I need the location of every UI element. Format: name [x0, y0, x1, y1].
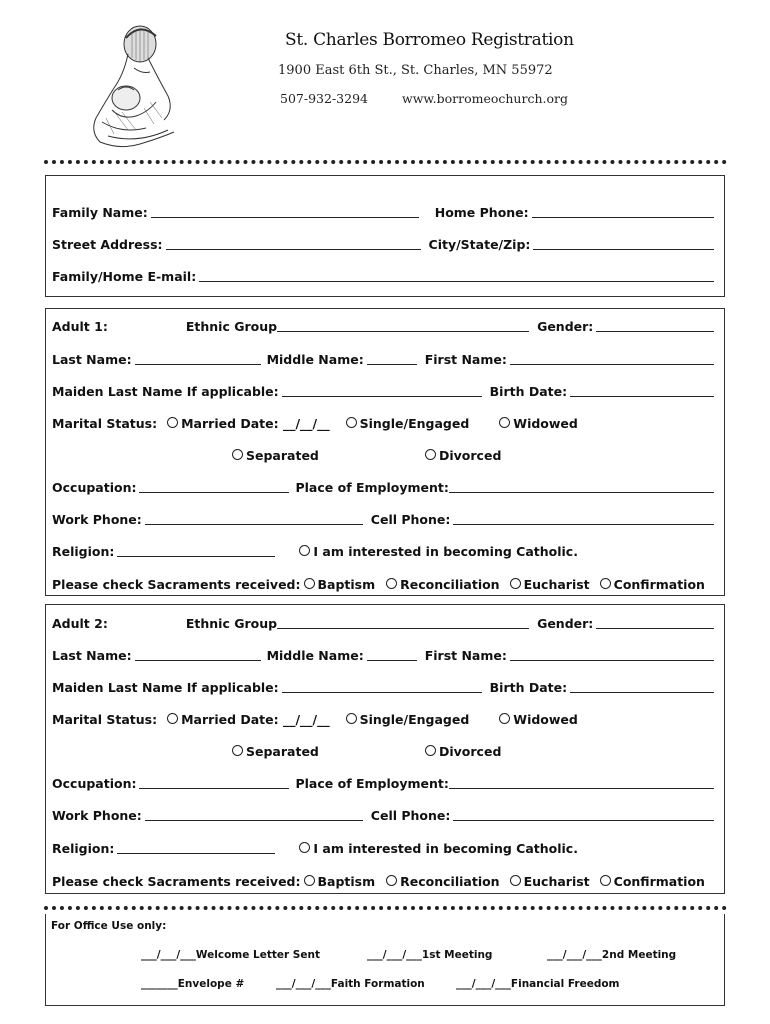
confirmation-checkbox[interactable]: [600, 875, 611, 886]
saint-with-child-engraving-icon: [88, 18, 180, 150]
city-state-zip-label: City/State/Zip:: [428, 237, 531, 252]
occupation-field[interactable]: [139, 480, 289, 493]
family-name-field[interactable]: [151, 205, 419, 218]
baptism-checkbox[interactable]: [304, 875, 315, 886]
family-name-label: Family Name:: [52, 205, 148, 220]
first-name-label: First Name:: [424, 648, 507, 663]
marital-status-label: Marital Status:: [52, 416, 158, 431]
baptism-label: Baptism: [317, 577, 376, 592]
family-section: [45, 175, 725, 297]
baptism-checkbox[interactable]: [304, 578, 315, 589]
dotted-divider: [44, 160, 727, 164]
reconciliation-label: Reconciliation: [400, 874, 500, 889]
divorced-radio[interactable]: [425, 449, 436, 460]
reconciliation-checkbox[interactable]: [386, 875, 397, 886]
religion-field[interactable]: [117, 544, 275, 557]
widowed-label: Widowed: [513, 416, 578, 431]
second-meeting-field[interactable]: ___/___/___2nd Meeting: [547, 949, 677, 961]
ethnic-group-label: Ethnic Group: [185, 319, 278, 334]
confirmation-label: Confirmation: [613, 874, 705, 889]
separated-label: Separated: [246, 448, 319, 463]
adult-heading: Adult 1:: [52, 319, 108, 334]
ethnic-group-label: Ethnic Group: [185, 616, 278, 631]
adult-1-section: [45, 308, 725, 596]
faith-formation-field[interactable]: ___/___/___Faith Formation: [276, 978, 425, 990]
confirmation-checkbox[interactable]: [600, 578, 611, 589]
separated-label: Separated: [246, 744, 319, 759]
email-field[interactable]: [199, 269, 714, 282]
last-name-label: Last Name:: [52, 352, 132, 367]
work-phone-label: Work Phone:: [52, 512, 142, 527]
reconciliation-checkbox[interactable]: [386, 578, 397, 589]
work-phone-label: Work Phone:: [52, 808, 142, 823]
interested-catholic-label: I am interested in becoming Catholic.: [313, 544, 578, 559]
eucharist-checkbox[interactable]: [510, 578, 521, 589]
home-phone-label: Home Phone:: [434, 205, 529, 220]
religion-field[interactable]: [117, 841, 275, 854]
gender-label: Gender:: [537, 319, 594, 334]
occupation-label: Occupation:: [52, 480, 137, 495]
divorced-label: Divorced: [439, 744, 502, 759]
eucharist-label: Eucharist: [523, 874, 590, 889]
widowed-label: Widowed: [513, 712, 578, 727]
sacraments-label: Please check Sacraments received:: [52, 577, 301, 592]
married-date-label: Married Date: __/__/__: [181, 416, 330, 431]
birth-date-field[interactable]: [570, 680, 714, 693]
married-radio[interactable]: [167, 417, 178, 428]
maiden-name-field[interactable]: [282, 384, 482, 397]
home-phone-field[interactable]: [532, 205, 714, 218]
ethnic-group-field[interactable]: [277, 616, 529, 629]
maiden-name-label: Maiden Last Name If applicable:: [52, 680, 279, 695]
street-address-field[interactable]: [166, 237, 421, 250]
place-of-employment-label: Place of Employment:: [295, 480, 449, 495]
separated-radio[interactable]: [232, 449, 243, 460]
adult-2-section: [45, 604, 725, 894]
middle-name-field[interactable]: [367, 648, 417, 661]
divorced-label: Divorced: [439, 448, 502, 463]
widowed-radio[interactable]: [499, 417, 510, 428]
sacraments-label: Please check Sacraments received:: [52, 874, 301, 889]
divorced-radio[interactable]: [425, 745, 436, 756]
single-engaged-label: Single/Engaged: [359, 712, 470, 727]
middle-name-label: Middle Name:: [266, 648, 364, 663]
occupation-label: Occupation:: [52, 776, 137, 791]
first-name-label: First Name:: [424, 352, 507, 367]
middle-name-label: Middle Name:: [266, 352, 364, 367]
ethnic-group-field[interactable]: [277, 319, 529, 332]
place-of-employment-label: Place of Employment:: [295, 776, 449, 791]
single-engaged-label: Single/Engaged: [359, 416, 470, 431]
occupation-field[interactable]: [139, 776, 289, 789]
church-address: 1900 East 6th St., St. Charles, MN 55972: [278, 63, 553, 78]
cell-phone-label: Cell Phone:: [370, 808, 451, 823]
dotted-divider: [44, 906, 727, 910]
church-phone: 507-932-3294: [280, 91, 368, 106]
city-state-zip-field[interactable]: [533, 237, 714, 250]
financial-freedom-field[interactable]: ___/___/___Financial Freedom: [456, 978, 620, 990]
adult-heading: Adult 2:: [52, 616, 108, 631]
place-of-employment-field[interactable]: [449, 480, 714, 493]
middle-name-field[interactable]: [367, 352, 417, 365]
last-name-field[interactable]: [135, 352, 261, 365]
form-title: St. Charles Borromeo Registration: [285, 30, 574, 50]
work-phone-field[interactable]: [145, 512, 363, 525]
gender-field[interactable]: [596, 319, 714, 332]
maiden-name-label: Maiden Last Name If applicable:: [52, 384, 279, 399]
single-engaged-radio[interactable]: [346, 417, 357, 428]
birth-date-label: Birth Date:: [489, 680, 568, 695]
eucharist-checkbox[interactable]: [510, 875, 521, 886]
street-address-label: Street Address:: [52, 237, 163, 252]
last-name-label: Last Name:: [52, 648, 132, 663]
widowed-radio[interactable]: [499, 713, 510, 724]
office-use-section: [45, 914, 725, 1006]
married-radio[interactable]: [167, 713, 178, 724]
religion-label: Religion:: [52, 841, 115, 856]
birth-date-field[interactable]: [570, 384, 714, 397]
first-name-field[interactable]: [510, 648, 714, 661]
office-use-title: For Office Use only:: [51, 920, 167, 932]
form-header: [0, 0, 770, 160]
separated-radio[interactable]: [232, 745, 243, 756]
married-date-label: Married Date: __/__/__: [181, 712, 330, 727]
email-label: Family/Home E-mail:: [52, 269, 197, 284]
church-website[interactable]: www.borromeochurch.org: [402, 91, 568, 106]
eucharist-label: Eucharist: [523, 577, 590, 592]
reconciliation-label: Reconciliation: [400, 577, 500, 592]
last-name-field[interactable]: [135, 648, 261, 661]
single-engaged-radio[interactable]: [346, 713, 357, 724]
cell-phone-field[interactable]: [453, 808, 714, 821]
envelope-number-field[interactable]: _______Envelope #: [141, 978, 245, 990]
place-of-employment-field[interactable]: [449, 776, 714, 789]
first-meeting-field[interactable]: ___/___/___1st Meeting: [367, 949, 493, 961]
birth-date-label: Birth Date:: [489, 384, 568, 399]
maiden-name-field[interactable]: [282, 680, 482, 693]
welcome-letter-field[interactable]: ___/___/___Welcome Letter Sent: [141, 949, 320, 961]
work-phone-field[interactable]: [145, 808, 363, 821]
baptism-label: Baptism: [317, 874, 376, 889]
interested-catholic-radio[interactable]: [299, 545, 310, 556]
confirmation-label: Confirmation: [613, 577, 705, 592]
marital-status-label: Marital Status:: [52, 712, 158, 727]
first-name-field[interactable]: [510, 352, 714, 365]
interested-catholic-label: I am interested in becoming Catholic.: [313, 841, 578, 856]
gender-label: Gender:: [537, 616, 594, 631]
religion-label: Religion:: [52, 544, 115, 559]
cell-phone-label: Cell Phone:: [370, 512, 451, 527]
gender-field[interactable]: [596, 616, 714, 629]
cell-phone-field[interactable]: [453, 512, 714, 525]
interested-catholic-radio[interactable]: [299, 842, 310, 853]
